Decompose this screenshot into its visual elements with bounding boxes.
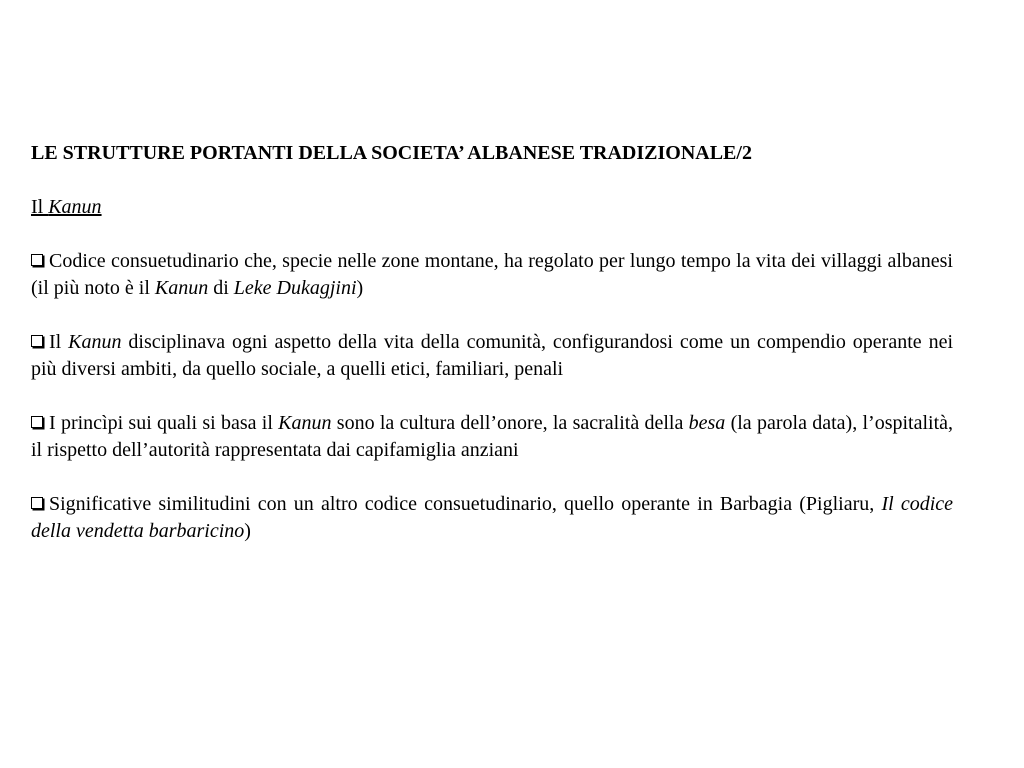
- bullet-1-italic-leke: Leke Dukagjini: [233, 277, 357, 299]
- slide-subtitle: [31, 194, 953, 221]
- bullet-3-italic-besa: besa: [688, 412, 726, 434]
- bullet-4-italic-title: Il codice della vendetta barbaricino: [31, 493, 954, 542]
- bullet-item-3: [31, 410, 953, 464]
- bullet-2-text: Il: [49, 331, 69, 353]
- bullet-3-italic-kanun: Kanun: [278, 412, 332, 434]
- bullet-item-4: [31, 491, 953, 545]
- bullet-3-text-3: (la parola data), l’ospitalità, il rispetto dell’autorità rappresentata dai capifamiglia anziani: [31, 412, 954, 461]
- bullet-1-text-3: ): [356, 277, 364, 299]
- bullet-4-text-2: ): [244, 520, 251, 542]
- bullet-2-text-2: disciplinava ogni aspetto della vita della comunità, configurandosi come un compendio operante nei più diversi ambiti, da quello sociale, a quelli etici, familiari, penali: [31, 331, 953, 380]
- bullet-2-italic-kanun: Kanun: [68, 331, 122, 353]
- checkbox-square-icon: [31, 497, 43, 509]
- bullet-item-2: [31, 329, 953, 383]
- bullet-1-italic-kanun: Kanun: [154, 277, 209, 299]
- subtitle-italic: Kanun: [48, 196, 102, 218]
- bullet-item-1: [31, 248, 953, 302]
- bullet-3-text: I princìpi sui quali si basa il: [49, 412, 279, 434]
- subtitle-prefix: Il: [31, 196, 49, 218]
- checkbox-square-icon: [31, 335, 43, 347]
- bullet-1-text: Codice consuetudinario che, specie nelle zone montane, ha regolato per lungo tempo la vita dei villaggi albanesi (il più noto è il: [31, 250, 953, 299]
- checkbox-square-icon: [31, 416, 43, 428]
- bullet-1-text-2: di: [208, 277, 234, 299]
- bullet-4-text: Significative similitudini con un altro codice consuetudinario, quello operante in Barbagia (Pigliaru,: [49, 493, 882, 515]
- slide-content: [31, 140, 953, 545]
- checkbox-square-icon: [31, 254, 43, 266]
- bullet-3-text-2: sono la cultura dell’onore, la sacralità della: [331, 412, 689, 434]
- slide-title: LE STRUTTURE PORTANTI DELLA SOCIETA’ ALBANESE TRADIZIONALE/2: [31, 142, 752, 164]
